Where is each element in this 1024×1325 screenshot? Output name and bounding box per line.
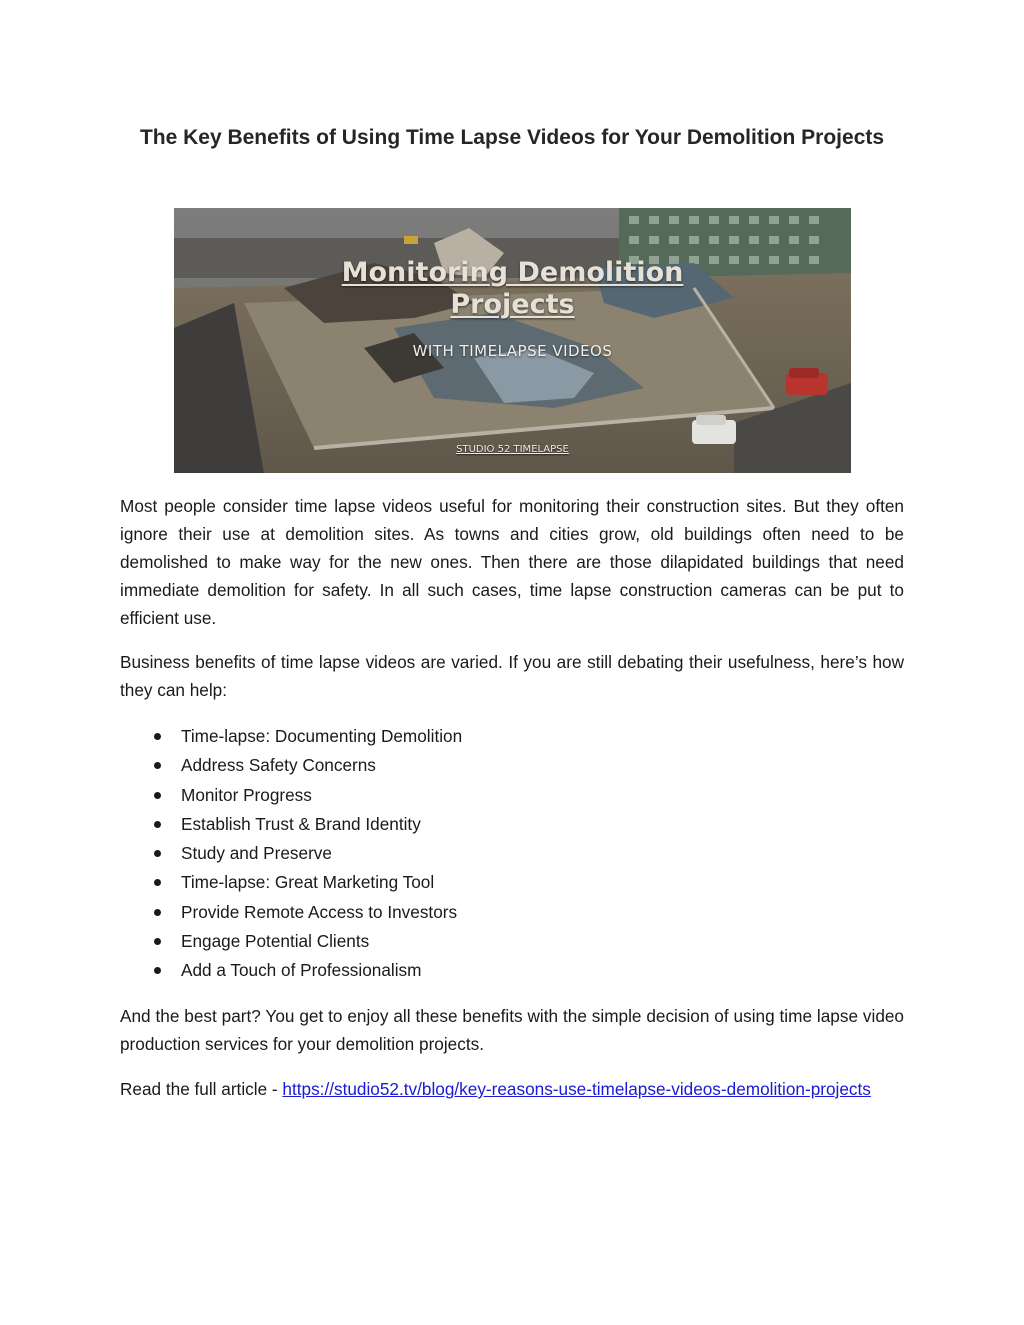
bullet-icon (154, 967, 161, 974)
list-item (120, 898, 904, 927)
bullet-icon (154, 762, 161, 769)
list-item-label: Establish Trust & Brand Identity (181, 813, 421, 834)
hero-title-line2: Projects (450, 289, 575, 320)
hero-title-line1: Monitoring Demolition (341, 257, 684, 288)
lead-in-paragraph: Business benefits of time lapse videos are varied. If you are still debating their usefulness, here’s how they can help: (120, 652, 904, 700)
hero-overlay (174, 208, 851, 473)
list-item-label: Monitor Progress (181, 784, 312, 805)
intro-paragraph: Most people consider time lapse videos useful for monitoring their construction sites. But they often ignore their use at demolition sites. As towns and cities grow, old buildings often need to be demolished to make way for the new ones. Then there are those dilapidated buildings that need immediate demolition for safety. In all such cases, time lapse construction cameras can be put to efficient use. (120, 496, 904, 628)
bullet-icon (154, 792, 161, 799)
conclusion-paragraph: And the best part? You get to enjoy all these benefits with the simple decision of using time lapse video production services for your demolition projects. (120, 1006, 904, 1054)
list-item-label: Time-lapse: Documenting Demolition (181, 726, 463, 746)
bullet-icon (154, 938, 161, 945)
list-item-label: Add a Touch of Professionalism (181, 960, 422, 981)
list-item-label: Study and Preserve (181, 843, 332, 864)
list-item (120, 927, 904, 956)
list-item-label: Engage Potential Clients (181, 931, 370, 952)
bullet-icon (154, 821, 161, 828)
list-item-label: Address Safety Concerns (181, 755, 376, 776)
article-link[interactable]: https://studio52.tv/blog/key-reasons-use-timelapse-videos-demolition-projects (282, 1079, 871, 1099)
list-item (120, 868, 904, 897)
list-item (120, 781, 904, 810)
list-item (120, 810, 904, 839)
benefits-list (120, 722, 904, 986)
bullet-icon (154, 850, 161, 857)
list-item-label: Provide Remote Access to Investors (181, 901, 458, 922)
hero-brand-label: STUDIO 52 TIMELAPSE (456, 444, 569, 455)
bullet-icon (154, 879, 161, 886)
hero-image (174, 208, 851, 473)
read-more-paragraph (120, 1075, 904, 1103)
list-item-label: Time-lapse: Great Marketing Tool (181, 872, 435, 893)
hero-subtitle: WITH TIMELAPSE VIDEOS (412, 342, 613, 360)
list-item (120, 839, 904, 868)
list-item (120, 722, 904, 751)
bullet-icon (154, 909, 161, 916)
list-item (120, 956, 904, 985)
document-title: The Key Benefits of Using Time Lapse Videos for Your Demolition Projects (139, 126, 885, 149)
bullet-icon (154, 733, 161, 740)
read-more-label: Read the full article - (120, 1079, 283, 1099)
list-item (120, 751, 904, 780)
